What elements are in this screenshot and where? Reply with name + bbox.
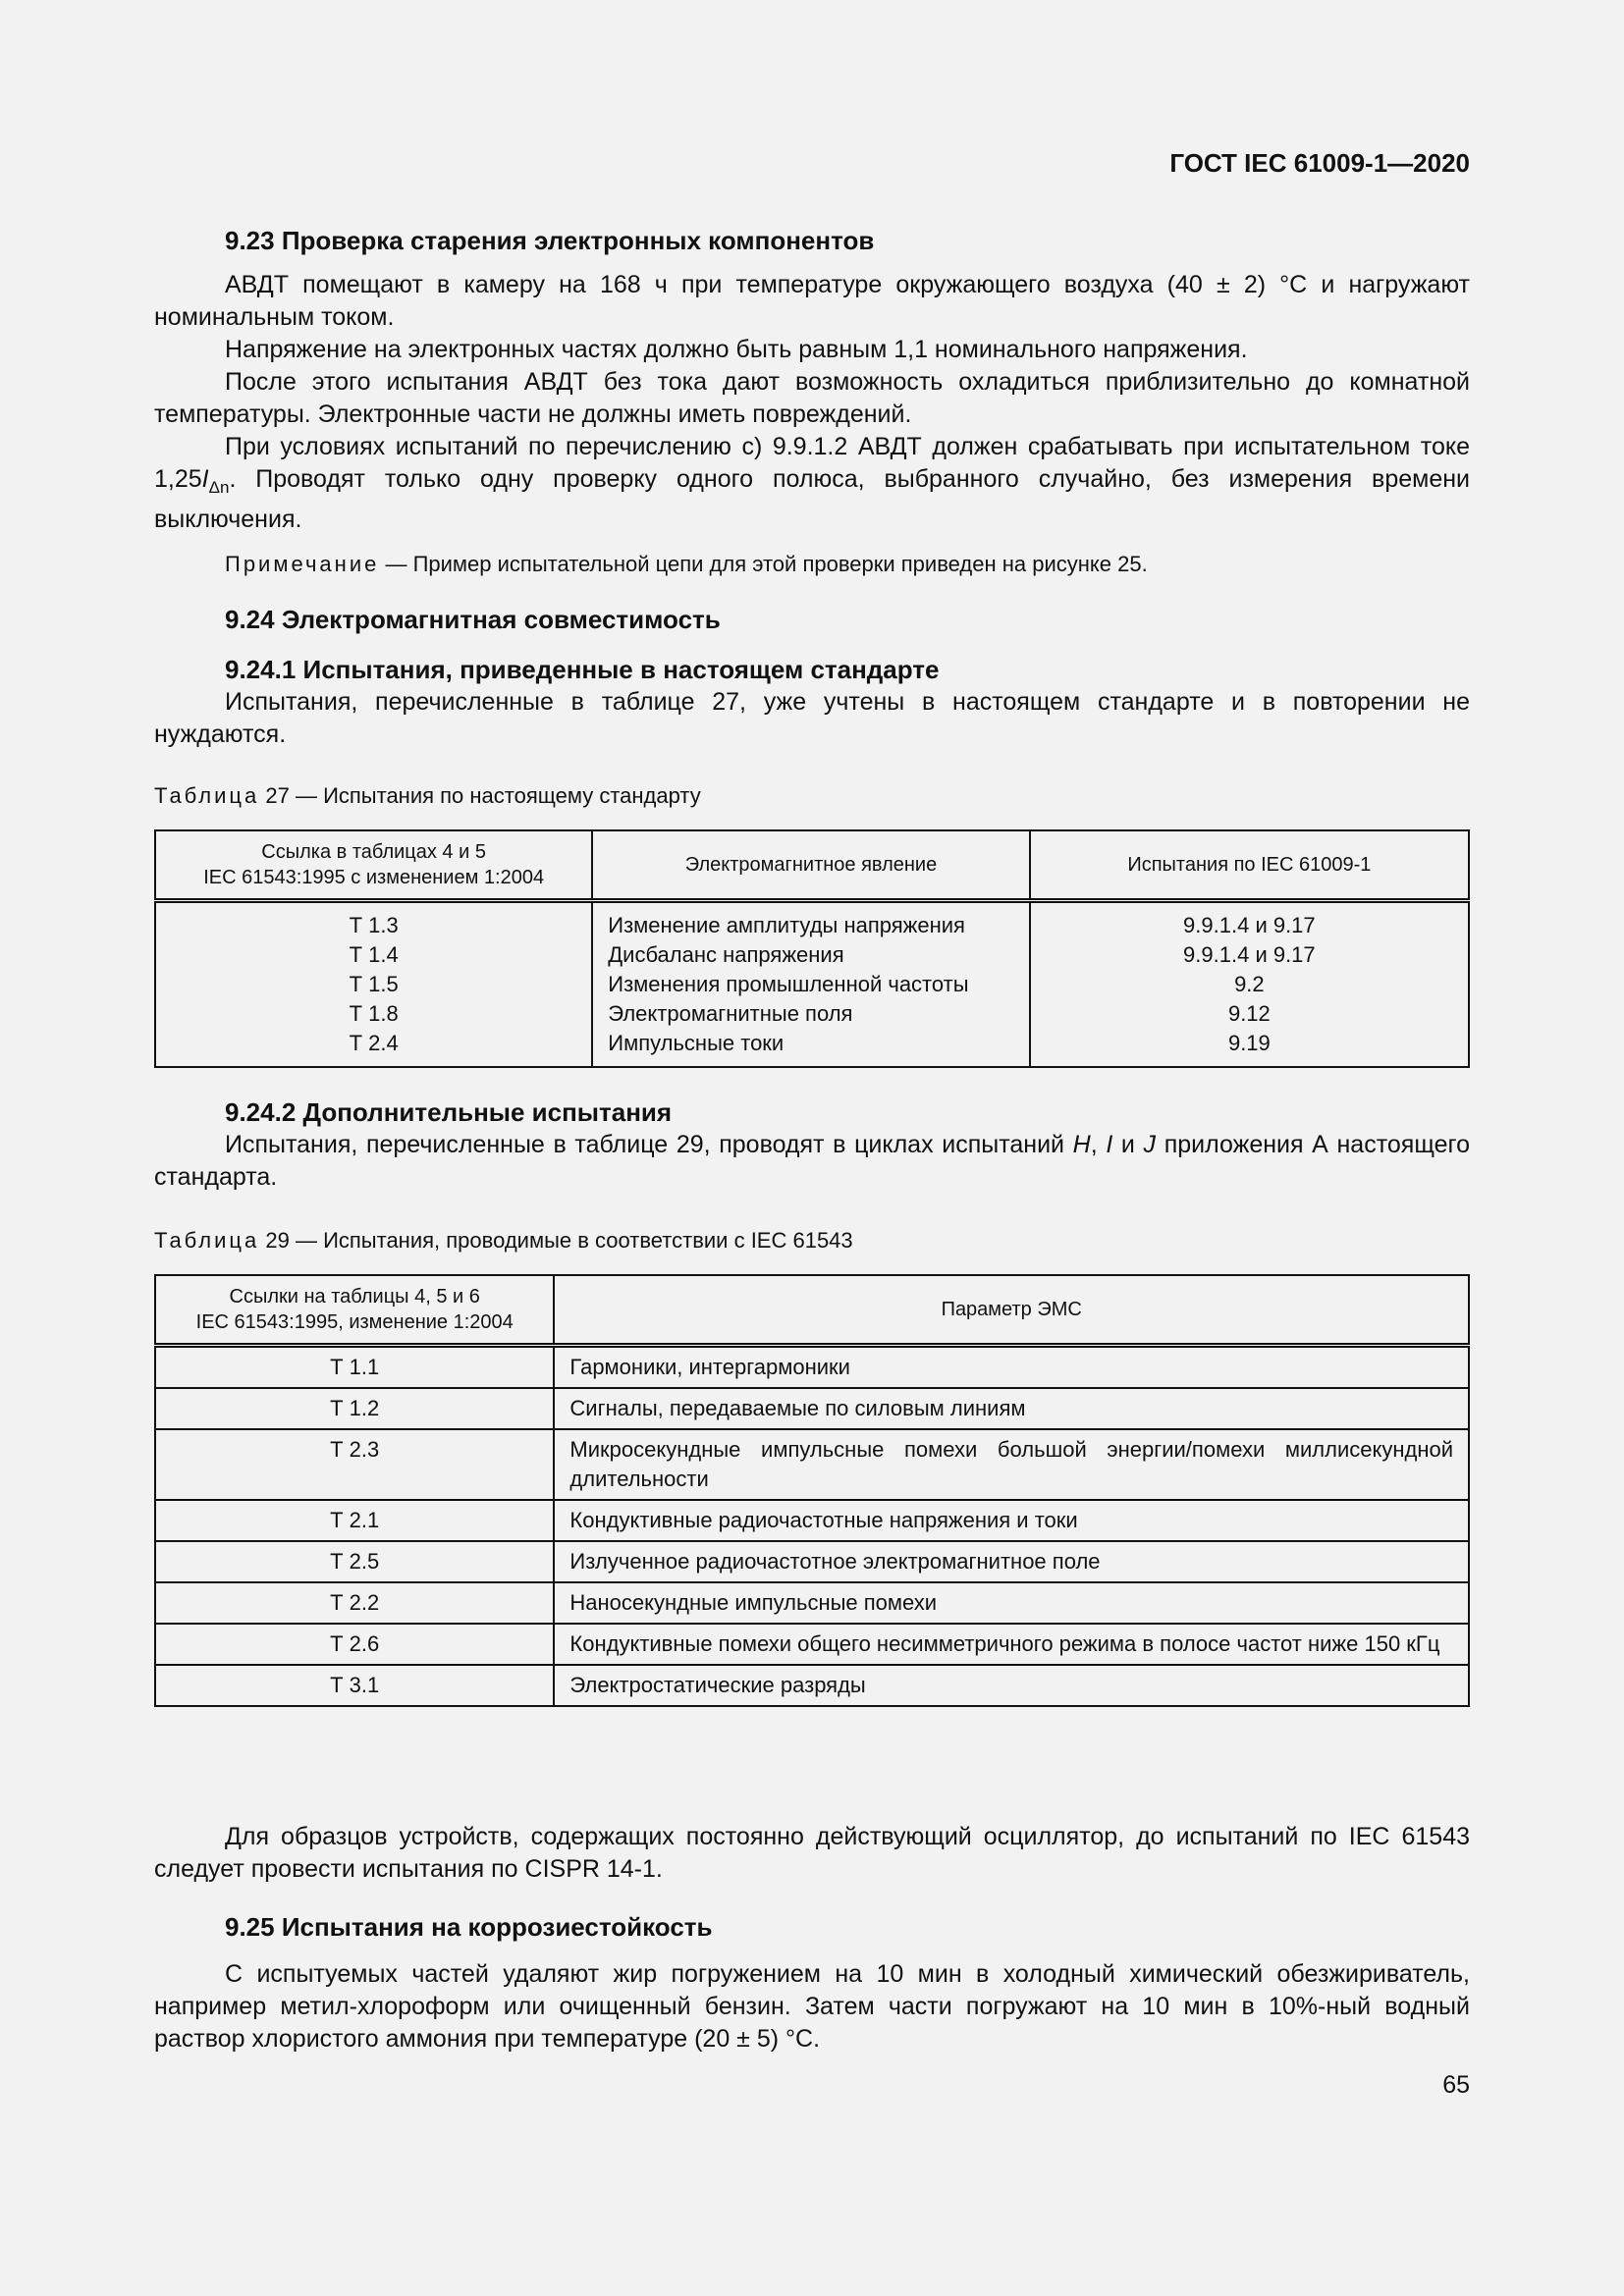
table29-wrapper — [154, 1274, 1470, 1707]
table-header-row — [155, 830, 1469, 901]
paragraph: После этого испытания АВДТ без тока дают возможность охладиться приблизительно до комнатной температуры. Электронные части не должны иметь повреждений. — [154, 368, 1470, 428]
table-29 — [154, 1274, 1470, 1707]
param-cell: Излученное радиочастотное электромагнитное поле — [554, 1541, 1469, 1582]
ref-cell: Т 1.1 — [155, 1346, 554, 1389]
param-cell: Электростатические разряды — [554, 1665, 1469, 1706]
section-title: 9.23 Проверка старения электронных компонентов — [225, 226, 875, 255]
paragraph — [154, 1129, 1470, 1194]
table-cell: 9.9.1.4 и 9.17 9.9.1.4 и 9.17 9.2 9.12 9.19 — [1030, 901, 1469, 1068]
caption-text: 29 — Испытания, проводимые в соответствии с IEC 61543 — [259, 1228, 853, 1253]
table-cell: Т 1.3 Т 1.4 Т 1.5 Т 1.8 Т 2.4 — [155, 901, 592, 1068]
ref-cell: Т 2.1 — [155, 1500, 554, 1541]
paragraph — [154, 431, 1470, 536]
caption-label: Таблица — [154, 1228, 260, 1253]
table-body-row — [155, 901, 1469, 1068]
ref-cell: Т 2.2 — [155, 1582, 554, 1624]
text-fragment: приложения А настоящего стандарта. — [154, 1131, 1470, 1191]
text-fragment: , — [1090, 1131, 1107, 1158]
table-row — [155, 1346, 1469, 1389]
section-title: 9.24 Электромагнитная совместимость — [225, 605, 721, 634]
table27-wrapper — [154, 829, 1470, 1068]
subsection-title: 9.24.2 Дополнительные испытания — [225, 1097, 673, 1127]
param-cell: Микросекундные импульсные помехи большой энергии/помехи миллисекундной длительности — [554, 1429, 1469, 1500]
section-title: 9.25 Испытания на коррозиестойкость — [225, 1912, 713, 1942]
table-row — [155, 1500, 1469, 1541]
text-fragment: и — [1112, 1131, 1144, 1158]
table-header-row — [155, 1275, 1469, 1346]
ref-cell: Т 3.1 — [155, 1665, 554, 1706]
paragraph-block — [154, 1821, 1470, 1886]
italic-letter: I — [1106, 1131, 1113, 1158]
table-row — [155, 1541, 1469, 1582]
ref-cell: Т 2.3 — [155, 1429, 554, 1500]
ref-cell: Т 2.5 — [155, 1541, 554, 1582]
text-fragment: . Проводят только одну проверку одного полюса, выбранного случайно, без измерения времени выключения. — [154, 465, 1470, 533]
param-cell: Наносекундные импульсные помехи — [554, 1582, 1469, 1624]
table29-caption — [154, 1224, 1470, 1256]
ref-cell: Т 1.2 — [155, 1388, 554, 1429]
column-header: Электромагнитное явление — [592, 830, 1029, 901]
section-9-23 — [154, 225, 1470, 580]
text-fragment: При условиях испытаний по перечислению с) 9.9.1.2 АВДТ должен срабатывать при испытательном токе 1,25 — [154, 433, 1470, 493]
note-label: Примечание — [225, 552, 380, 576]
page-number: 65 — [1442, 2071, 1470, 2099]
table-row — [155, 1388, 1469, 1429]
caption-label: Таблица — [154, 783, 260, 808]
paragraph: Испытания, перечисленные в таблице 27, уже учтены в настоящем стандарте и в повторении не нуждаются. — [154, 688, 1470, 748]
column-header: Параметр ЭМС — [554, 1275, 1469, 1346]
italic-letter: H — [1072, 1131, 1091, 1158]
paragraph: Для образцов устройств, содержащих постоянно действующий осциллятор, до испытаний по IEC 61543 следует провести испытания по CISPR 14-1. — [154, 1823, 1470, 1883]
param-cell: Кондуктивные помехи общего несимметричного режима в полосе частот ниже 150 кГц — [554, 1624, 1469, 1665]
table-row — [155, 1429, 1469, 1500]
column-header: Испытания по IEC 61009-1 — [1030, 830, 1469, 901]
standard-header: ГОСТ IEC 61009-1—2020 — [1169, 148, 1470, 178]
italic-letter: J — [1143, 1131, 1157, 1158]
text-fragment: Испытания, перечисленные в таблице 29, проводят в циклах испытаний — [225, 1131, 1073, 1158]
section-9-25 — [154, 1911, 1470, 2056]
table-row — [155, 1665, 1469, 1706]
paragraph: АВДТ помещают в камеру на 168 ч при температуре окружающего воздуха (40 ± 2) °С и нагружают номинальным током. — [154, 271, 1470, 331]
column-header: Ссылки на таблицы 4, 5 и 6 IEC 61543:1995, изменение 1:2004 — [155, 1275, 554, 1346]
section-9-24 — [154, 604, 1470, 751]
table27-caption — [154, 779, 1470, 812]
caption-text: 27 — Испытания по настоящему стандарту — [259, 783, 701, 808]
paragraph: С испытуемых частей удаляют жир погружением на 10 мин в холодный химический обезжириватель, например метил-хлороформ или очищенный бензин. Затем части погружают на 10 мин в 10%-ный водный раствор хлористого аммония при температуре (20 ± 5) °С. — [154, 1960, 1470, 2053]
table-row — [155, 1582, 1469, 1624]
table-body — [155, 1346, 1469, 1707]
current-symbol: I — [201, 465, 209, 493]
note-text: — Пример испытательной цепи для этой проверки приведен на рисунке 25. — [379, 552, 1148, 576]
table-27 — [154, 829, 1470, 1068]
subsection-title: 9.24.1 Испытания, приведенные в настоящем стандарте — [225, 655, 940, 684]
ref-cell: Т 2.6 — [155, 1624, 554, 1665]
note — [154, 548, 1470, 580]
param-cell: Сигналы, передаваемые по силовым линиям — [554, 1388, 1469, 1429]
table-cell: Изменение амплитуды напряжения Дисбаланс напряжения Изменения промышленной частоты Электромагнитные поля Импульсные токи — [592, 901, 1029, 1068]
section-9-24-2 — [154, 1096, 1470, 1194]
param-cell: Кондуктивные радиочастотные напряжения и токи — [554, 1500, 1469, 1541]
param-cell: Гармоники, интергармоники — [554, 1346, 1469, 1389]
paragraph: Напряжение на электронных частях должно быть равным 1,1 номинального напряжения. — [225, 336, 1248, 363]
table-row — [155, 1624, 1469, 1665]
current-subscript: Δn — [208, 478, 230, 497]
column-header: Ссылка в таблицах 4 и 5 IEC 61543:1995 с изменением 1:2004 — [155, 830, 592, 901]
